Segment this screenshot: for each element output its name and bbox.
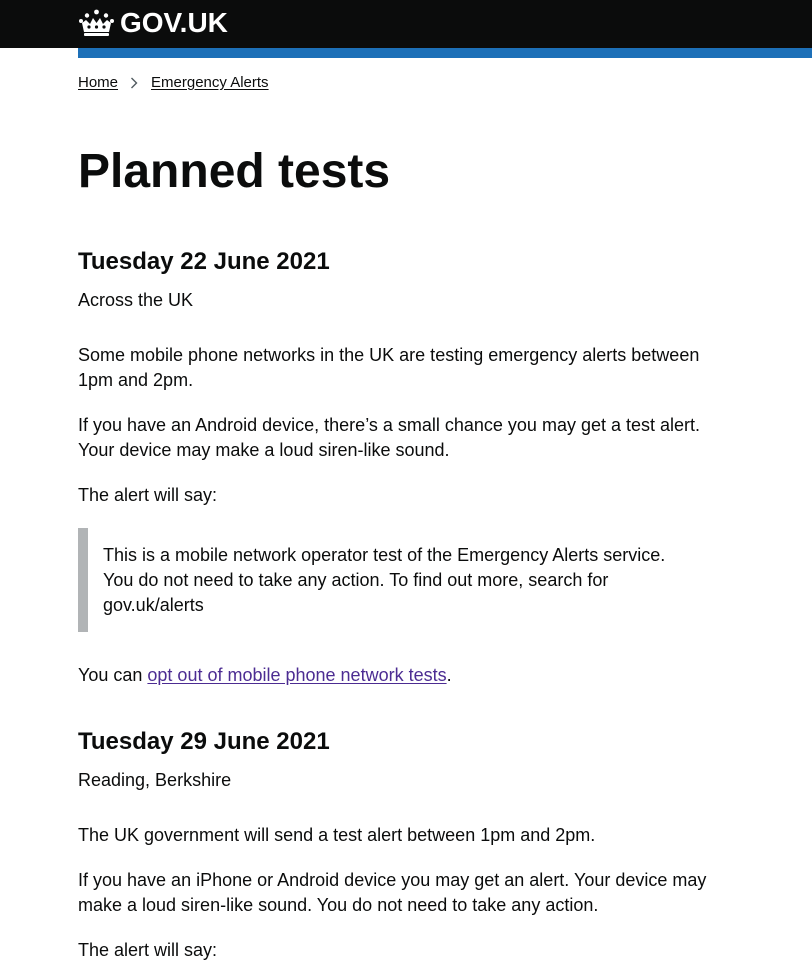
opt-out-paragraph bbox=[78, 663, 708, 688]
paragraph: Some mobile phone networks in the UK are testing emergency alerts between 1pm and 2pm. bbox=[78, 345, 700, 390]
paragraph: The alert will say: bbox=[78, 485, 218, 505]
opt-out-link[interactable]: opt out of mobile phone network tests bbox=[147, 665, 447, 685]
header-accent-bar bbox=[78, 48, 812, 58]
page-title: Planned tests bbox=[78, 145, 391, 198]
section-location: Across the UK bbox=[78, 290, 194, 310]
paragraph: The UK government will send a test alert between 1pm and 2pm. bbox=[78, 825, 596, 845]
alert-message: This is a mobile network operator test of the Emergency Alerts service. You do not need to take any action. To find out more, search for gov.uk/alerts bbox=[103, 545, 666, 615]
paragraph: The alert will say: bbox=[78, 940, 218, 960]
paragraph: If you have an iPhone or Android device you may get an alert. Your device may make a loud siren-like sound. You do not need to take any action. bbox=[78, 870, 707, 915]
breadcrumb-emergency-alerts-link[interactable]: Emergency Alerts bbox=[151, 74, 269, 91]
section-date-heading: Tuesday 22 June 2021 bbox=[78, 248, 330, 275]
crown-icon bbox=[78, 9, 115, 37]
paragraph: If you have an Android device, there’s a small chance you may get a test alert. Your device may make a loud siren-like sound. bbox=[78, 415, 701, 460]
opt-out-suffix: . bbox=[446, 665, 452, 685]
site-header bbox=[0, 0, 812, 48]
breadcrumb bbox=[78, 73, 269, 93]
chevron-right-icon bbox=[130, 77, 138, 89]
logo-text: GOV.UK bbox=[120, 7, 228, 38]
section-date-heading: Tuesday 29 June 2021 bbox=[78, 728, 330, 755]
section-location: Reading, Berkshire bbox=[78, 770, 232, 790]
breadcrumb-home-link[interactable]: Home bbox=[78, 74, 119, 91]
alert-text-inset bbox=[78, 528, 698, 632]
govuk-logo-link[interactable] bbox=[78, 7, 228, 39]
opt-out-prefix: You can bbox=[78, 665, 148, 685]
